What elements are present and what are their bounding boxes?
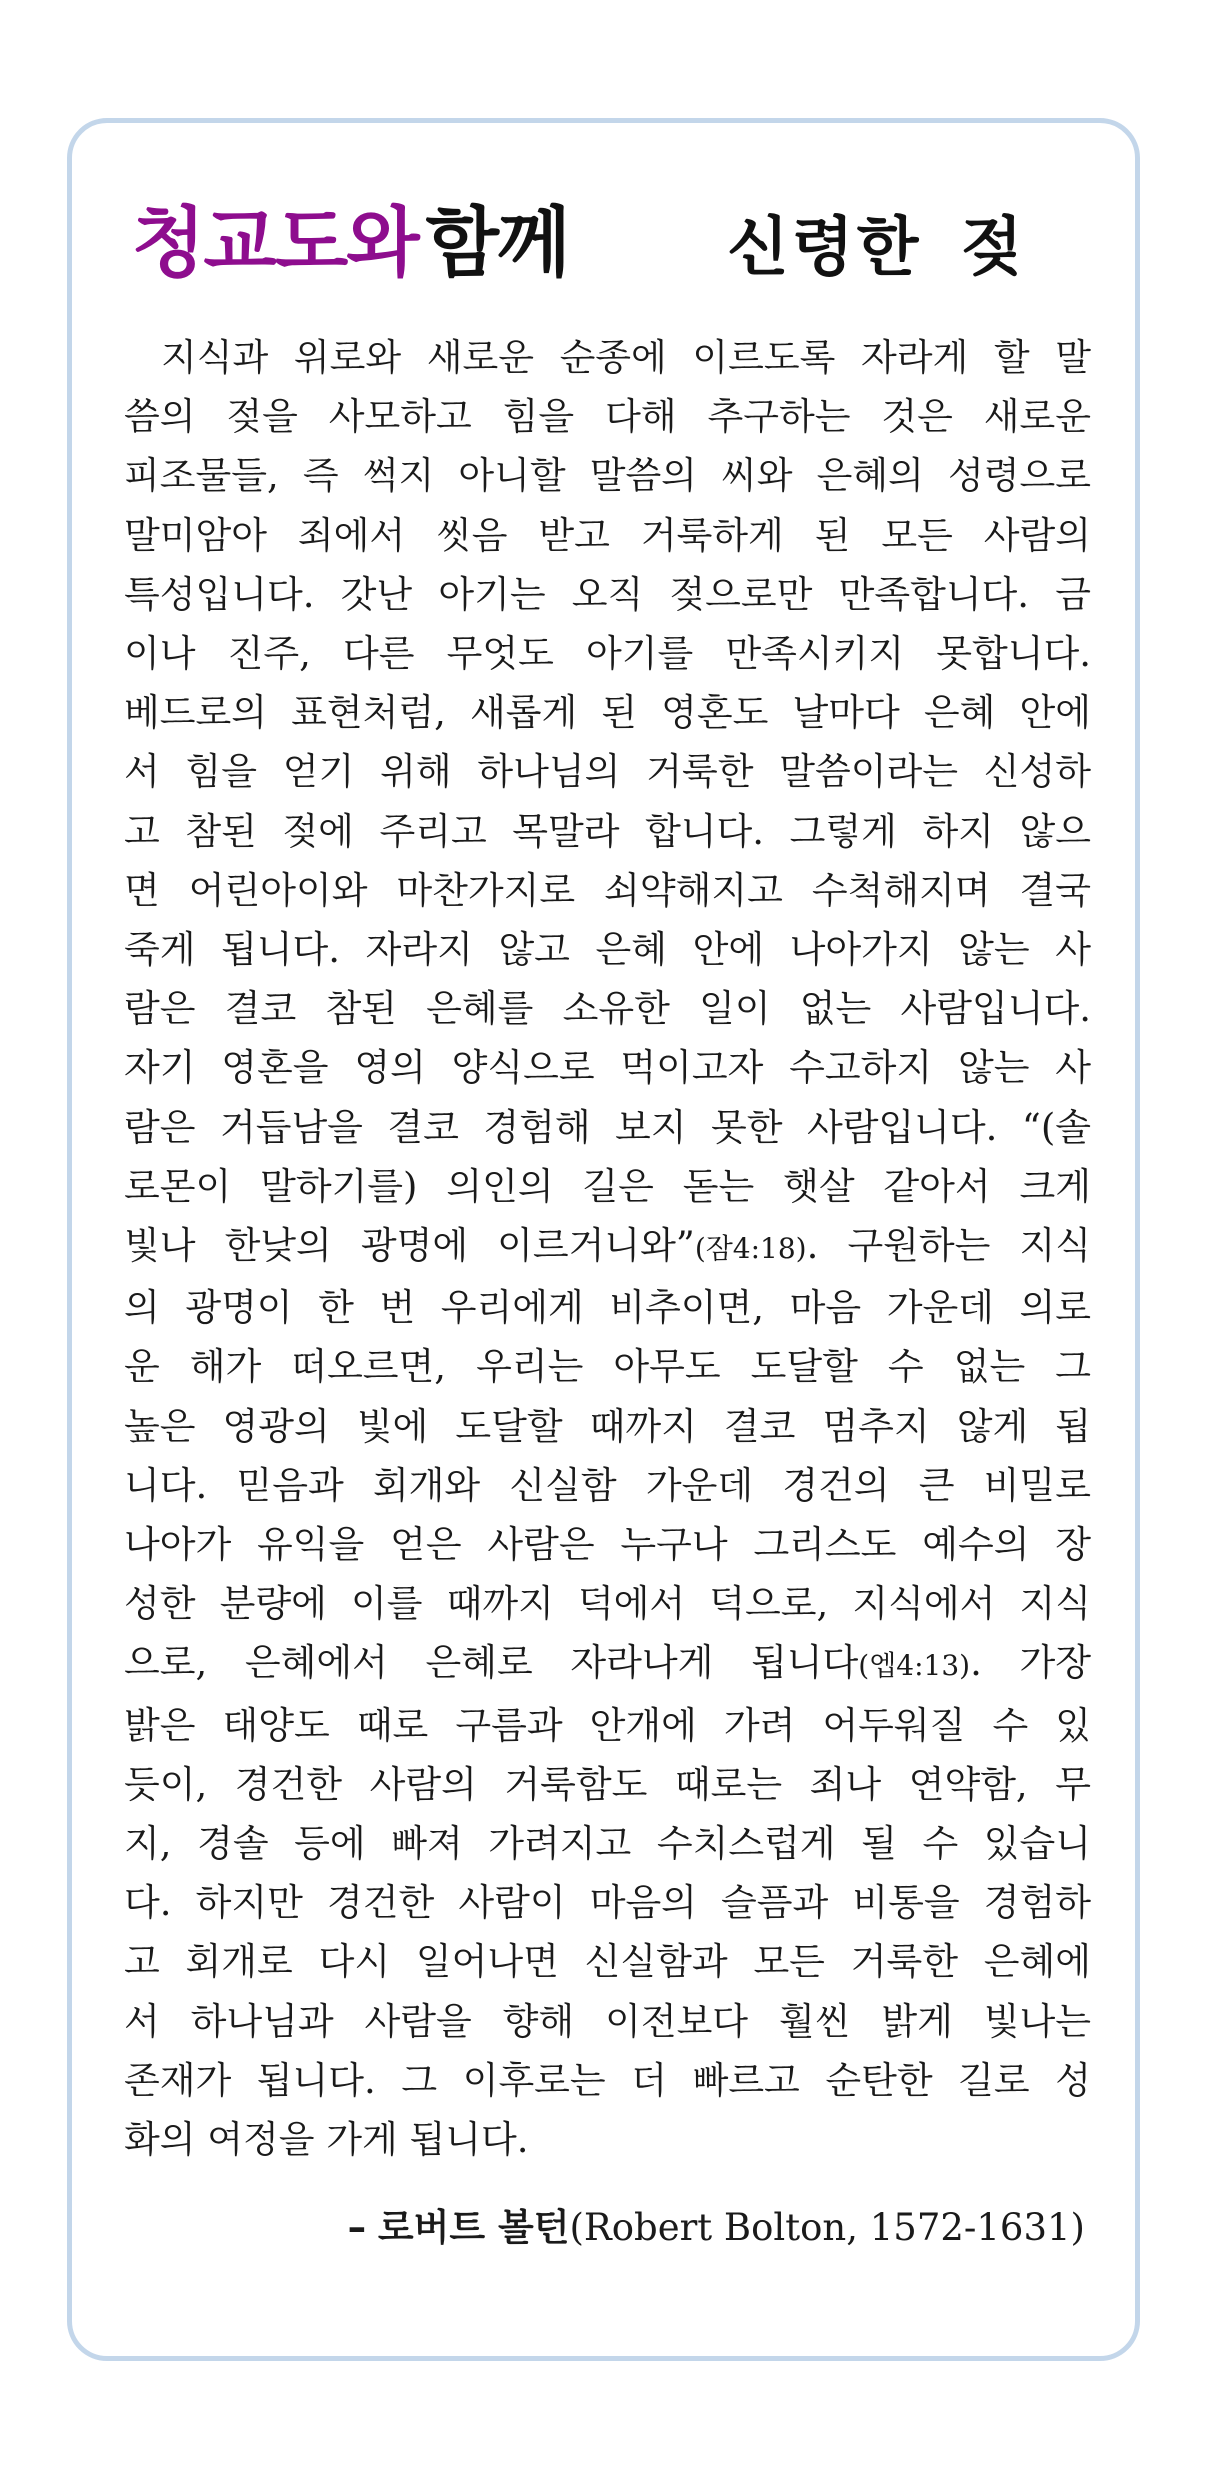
body-line-text: 으로, 은혜에서 은혜로 자라나게 됩니다: [124, 1641, 859, 1685]
author-name-english: (Robert Bolton, 1572-1631): [569, 2206, 1085, 2249]
body-line-text: 빛나 한낮의 광명에 이르거니와”: [124, 1224, 695, 1268]
series-title-part1: 청교도와: [132, 198, 418, 287]
body-line-tail: . 구원하는 지식: [806, 1224, 1091, 1268]
body-line: 고 회개로 다시 일어나면 신실함과 모든 거룩한 은혜에: [124, 1940, 1091, 1984]
body-line: 화의 여정을 가게 됩니다.: [124, 2118, 529, 2162]
body-line: 지식과 위로와 새로운 순종에 이르도록 자라게 할 말: [161, 336, 1091, 379]
body-line: 성한 분량에 이를 때까지 덕에서 덕으로, 지식에서 지식: [124, 1582, 1091, 1626]
body-line: 죽게 됩니다. 자라지 않고 은혜 안에 나아가지 않는 사: [124, 928, 1091, 972]
body-line: 말미암아 죄에서 씻음 받고 거룩하게 된 모든 사람의: [124, 513, 1091, 557]
body-line: 자기 영혼을 영의 양식으로 먹이고자 수고하지 않는 사: [124, 1046, 1091, 1090]
attribution: [348, 2198, 1085, 2258]
body-line: 니다. 믿음과 회개와 신실함 가운데 경건의 큰 비밀로: [124, 1463, 1091, 1507]
body-line: 특성입니다. 갓난 아기는 오직 젖으로만 만족합니다. 금: [124, 572, 1091, 616]
body-line: 씀의 젖을 사모하고 힘을 다해 추구하는 것은 새로운: [124, 395, 1091, 439]
body-line: 나아가 유익을 얻은 사람은 누구나 그리스도 예수의 장: [124, 1523, 1091, 1567]
body-line: 다. 하지만 경건한 사람이 마음의 슬픔과 비통을 경험하: [124, 1881, 1091, 1925]
body-line: 고 참된 젖에 주리고 목말라 합니다. 그렇게 하지 않으: [124, 809, 1091, 853]
body-line: 람은 결코 참된 은혜를 소유한 일이 없는 사람입니다.: [124, 987, 1091, 1031]
body-line: 듯이, 경건한 사람의 거룩함도 때로는 죄나 연약함, 무: [124, 1762, 1091, 1806]
body-line: 밝은 태양도 때로 구름과 안개에 가려 어두워질 수 있: [124, 1703, 1091, 1747]
body-line: 의 광명이 한 번 우리에게 비추이면, 마음 가운데 의로: [124, 1286, 1091, 1330]
series-title: [132, 188, 569, 298]
body-line: 면 어린아이와 마찬가지로 쇠약해지고 수척해지며 결국: [124, 868, 1091, 912]
devotional-card: [67, 118, 1140, 2361]
scripture-reference: (엡4:13): [858, 1649, 971, 1683]
body-line-with-reference: [124, 1216, 1091, 1278]
body-line: 이나 진주, 다른 무엇도 아기를 만족시키지 못합니다.: [124, 632, 1091, 676]
body-line: 서 하나님과 사람을 향해 이전보다 훨씬 밝게 빛나는: [124, 1999, 1091, 2043]
body-line: 로몬이 말하기를) 의인의 길은 돋는 햇살 같아서 크게: [124, 1164, 1091, 1208]
body-line: 베드로의 표현처럼, 새롭게 된 영혼도 날마다 은혜 안에: [124, 691, 1091, 735]
article-title: 신령한 젖: [727, 211, 1026, 285]
body-line: 서 힘을 얻기 위해 하나님의 거룩한 말씀이라는 신성하: [124, 750, 1091, 794]
body-line: 람은 거듭남을 결코 경험해 보지 못한 사람입니다. “(솔: [124, 1105, 1091, 1149]
body-line: 존재가 됩니다. 그 이후로는 더 빠르고 순탄한 길로 성: [124, 2058, 1091, 2102]
body-line: 운 해가 떠오르면, 우리는 아무도 도달할 수 없는 그: [124, 1345, 1091, 1389]
scripture-reference: (잠4:18): [694, 1232, 807, 1266]
author-name-korean: 로버트 볼턴: [377, 2206, 570, 2249]
body-line: 지, 경솔 등에 빠져 가려지고 수치스럽게 될 수 있습니: [124, 1822, 1091, 1866]
attribution-dash: –: [347, 2206, 367, 2249]
body-line: 피조물들, 즉 썩지 아니할 말씀의 씨와 은혜의 성령으로: [124, 454, 1091, 498]
body-line: 높은 영광의 빛에 도달할 때까지 결코 멈추지 않게 됩: [124, 1404, 1091, 1448]
series-title-part2: 함께: [425, 198, 569, 287]
body-line-with-reference: [124, 1633, 1091, 1695]
body-line-tail: . 가장: [970, 1641, 1091, 1685]
body-text: [124, 328, 1091, 2169]
title-row: [132, 188, 1082, 298]
